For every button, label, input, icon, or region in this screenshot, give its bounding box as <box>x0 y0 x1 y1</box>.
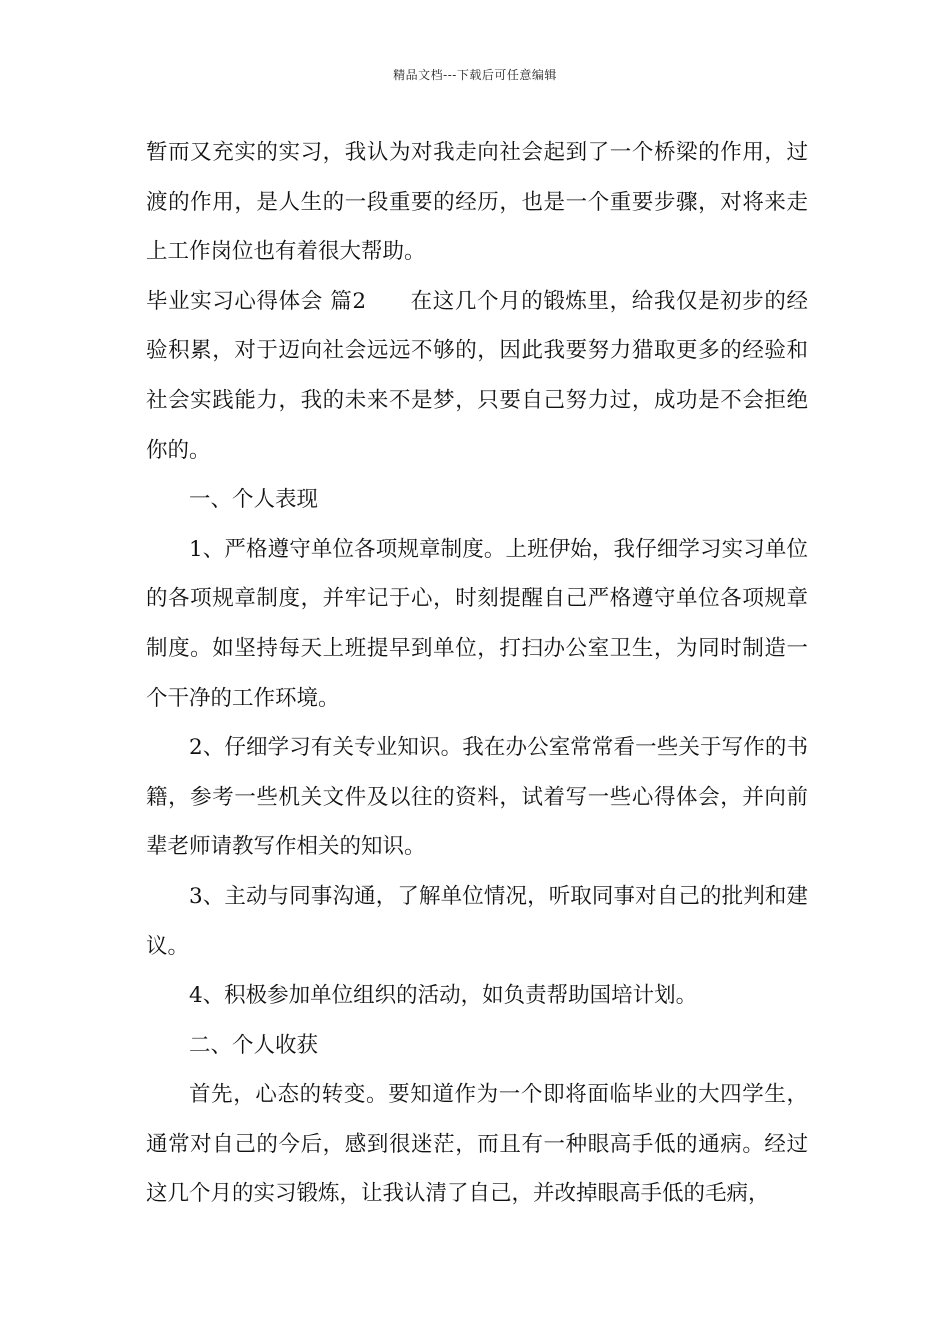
section-2-text: 在这几个月的锻炼里，给我仅是初步的经验积累，对于迈向社会远远不够的，因此我要努力猎取更多的经验和社会实践能力，我的未来不是梦，只要自己努力过，成功是不会拒绝你的。 <box>146 288 808 463</box>
paragraph-item-4: 4、积极参加单位组织的活动，如负责帮助国培计划。 <box>189 983 698 1009</box>
heading-personal-performance: 一、个人表现 <box>189 487 319 513</box>
paragraph-item-3: 3、主动与同事沟通，了解单位情况，听取同事对自己的批判和建议。 <box>146 883 808 959</box>
paragraph-item-1: 1、严格遵守单位各项规章制度。上班伊始，我仔细学习实习单位的各项规章制度，并牢记于心，时刻提醒自己严格遵守单位各项规章制度。如坚持每天上班提早到单位，打扫办公室卫生，为同时制造一个干净的工作环境。 <box>146 536 808 711</box>
paragraph-item-2: 2、仔细学习有关专业知识。我在办公室常常看一些关于写作的书籍，参考一些机关文件及以往的资料，试着写一些心得体会，并向前辈老师请教写作相关的知识。 <box>146 735 808 860</box>
page-header: 精品文档---下载后可任意编辑 <box>393 68 557 82</box>
paragraph-gains-first: 首先，心态的转变。要知道作为一个即将面临毕业的大四学生，通常对自己的今后，感到很迷茫，而且有一种眼高手低的通病。经过这几个月的实习锻炼，让我认清了自己，并改掉眼高手低的毛病， <box>146 1082 808 1207</box>
paragraph-intro-continuation: 暂而又充实的实习，我认为对我走向社会起到了一个桥梁的作用，过渡的作用，是人生的一段重要的经历，也是一个重要步骤，对将来走上工作岗位也有着很大帮助。 <box>146 140 808 265</box>
document-body <box>146 128 808 1219</box>
heading-personal-gains: 二、个人收获 <box>189 1032 319 1058</box>
section-title: 毕业实习心得体会 篇2 <box>146 288 367 314</box>
paragraph-section-2 <box>146 277 808 475</box>
